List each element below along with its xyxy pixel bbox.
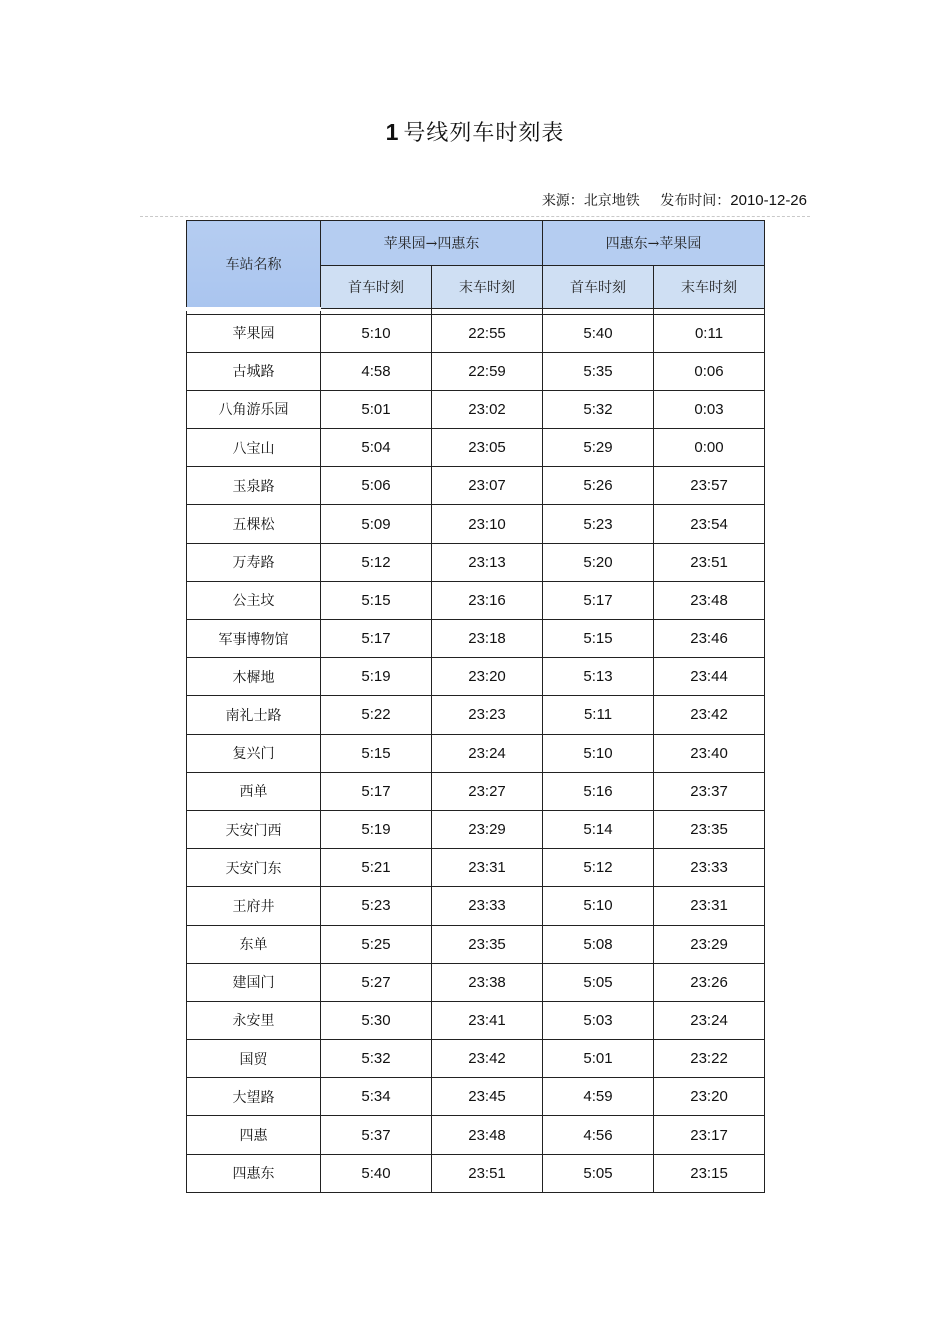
direction-header-eastbound: 四惠东→苹果园: [543, 221, 765, 266]
station-name: 大望路: [187, 1078, 321, 1116]
source-label: 来源：: [541, 193, 584, 209]
first-train-westbound: 5:21: [321, 849, 432, 887]
station-name: 四惠东: [187, 1154, 321, 1192]
station-name: 玉泉路: [187, 467, 321, 505]
first-train-eastbound: 5:10: [543, 887, 654, 925]
first-train-eastbound: 5:14: [543, 810, 654, 848]
last-train-eastbound: 23:26: [654, 963, 765, 1001]
station-name: 八角游乐园: [187, 390, 321, 428]
last-train-eastbound: 23:24: [654, 1001, 765, 1039]
first-train-eastbound: 5:10: [543, 734, 654, 772]
last-train-westbound: 23:05: [432, 429, 543, 467]
first-train-westbound: 5:32: [321, 1040, 432, 1078]
last-train-westbound: 23:41: [432, 1001, 543, 1039]
station-name: 复兴门: [187, 734, 321, 772]
station-name: 八宝山: [187, 429, 321, 467]
last-train-westbound: 23:48: [432, 1116, 543, 1154]
first-train-westbound: 5:10: [321, 314, 432, 352]
first-train-westbound: 5:15: [321, 734, 432, 772]
first-train-westbound: 5:40: [321, 1154, 432, 1192]
first-train-westbound: 5:09: [321, 505, 432, 543]
last-train-eastbound: 23:15: [654, 1154, 765, 1192]
first-train-eastbound: 5:01: [543, 1040, 654, 1078]
last-train-eastbound: 23:22: [654, 1040, 765, 1078]
first-train-westbound: 5:34: [321, 1078, 432, 1116]
first-train-eastbound: 5:08: [543, 925, 654, 963]
last-train-eastbound: 23:17: [654, 1116, 765, 1154]
last-train-westbound: 23:38: [432, 963, 543, 1001]
last-train-eastbound: 23:48: [654, 581, 765, 619]
last-train-eastbound: 0:11: [654, 314, 765, 352]
last-train-westbound: 23:10: [432, 505, 543, 543]
table-row: [187, 810, 765, 848]
table-row: [187, 1001, 765, 1039]
table-row: [187, 925, 765, 963]
station-name: 木樨地: [187, 658, 321, 696]
page-title: [0, 116, 950, 150]
last-train-westbound: 22:59: [432, 352, 543, 390]
last-train-eastbound: 23:54: [654, 505, 765, 543]
last-train-eastbound: 0:06: [654, 352, 765, 390]
first-train-westbound: 5:22: [321, 696, 432, 734]
table-row: [187, 1078, 765, 1116]
last-train-eastbound: 23:57: [654, 467, 765, 505]
first-train-eastbound: 5:23: [543, 505, 654, 543]
last-train-westbound: 23:33: [432, 887, 543, 925]
first-train-eastbound: 5:03: [543, 1001, 654, 1039]
last-train-eastbound: 23:40: [654, 734, 765, 772]
table-row: [187, 734, 765, 772]
first-train-westbound: 5:23: [321, 887, 432, 925]
table-row: [187, 543, 765, 581]
first-train-westbound: 5:12: [321, 543, 432, 581]
table-row: [187, 772, 765, 810]
first-train-eastbound: 5:16: [543, 772, 654, 810]
table-row: [187, 429, 765, 467]
station-name: 苹果园: [187, 314, 321, 352]
first-train-westbound: 5:37: [321, 1116, 432, 1154]
first-train-westbound: 5:01: [321, 390, 432, 428]
station-name: 永安里: [187, 1001, 321, 1039]
last-train-eastbound: 23:33: [654, 849, 765, 887]
first-train-eastbound: 5:40: [543, 314, 654, 352]
first-train-eastbound: 5:29: [543, 429, 654, 467]
station-name: 五棵松: [187, 505, 321, 543]
last-train-westbound: 23:29: [432, 810, 543, 848]
table-row: [187, 887, 765, 925]
station-name: 王府井: [187, 887, 321, 925]
subheader-last-train: 末车时刻: [654, 266, 765, 309]
table-row: [187, 581, 765, 619]
first-train-eastbound: 5:20: [543, 543, 654, 581]
last-train-eastbound: 23:44: [654, 658, 765, 696]
date-value: 2010-12-26: [730, 192, 807, 209]
first-train-westbound: 5:27: [321, 963, 432, 1001]
station-name: 西单: [187, 772, 321, 810]
first-train-eastbound: 5:26: [543, 467, 654, 505]
last-train-eastbound: 23:42: [654, 696, 765, 734]
station-name: 四惠: [187, 1116, 321, 1154]
last-train-eastbound: 23:35: [654, 810, 765, 848]
last-train-westbound: 23:07: [432, 467, 543, 505]
station-name: 天安门东: [187, 849, 321, 887]
first-train-eastbound: 5:11: [543, 696, 654, 734]
first-train-westbound: 5:04: [321, 429, 432, 467]
last-train-westbound: 23:27: [432, 772, 543, 810]
last-train-westbound: 23:42: [432, 1040, 543, 1078]
last-train-westbound: 23:20: [432, 658, 543, 696]
station-name: 东单: [187, 925, 321, 963]
first-train-westbound: 5:19: [321, 810, 432, 848]
title-text: 号线列车时刻表: [403, 121, 565, 146]
station-name: 军事博物馆: [187, 620, 321, 658]
last-train-westbound: 23:18: [432, 620, 543, 658]
table-row: [187, 963, 765, 1001]
station-name: 南礼士路: [187, 696, 321, 734]
source-value: 北京地铁: [583, 193, 640, 209]
station-name: 万寿路: [187, 543, 321, 581]
first-train-eastbound: 5:32: [543, 390, 654, 428]
table-row: [187, 505, 765, 543]
timetable: [186, 220, 765, 1193]
table-row: [187, 390, 765, 428]
station-column-header: 车站名称: [187, 221, 321, 309]
table-row: [187, 1040, 765, 1078]
station-name: 建国门: [187, 963, 321, 1001]
last-train-westbound: 23:45: [432, 1078, 543, 1116]
subheader-last-train: 末车时刻: [432, 266, 543, 309]
first-train-eastbound: 5:15: [543, 620, 654, 658]
publish-meta: [542, 191, 807, 211]
station-name: 古城路: [187, 352, 321, 390]
line-number: 1: [385, 119, 400, 145]
first-train-westbound: 4:58: [321, 352, 432, 390]
table-row: [187, 658, 765, 696]
last-train-eastbound: 23:20: [654, 1078, 765, 1116]
last-train-eastbound: 23:31: [654, 887, 765, 925]
station-name: 国贸: [187, 1040, 321, 1078]
last-train-westbound: 22:55: [432, 314, 543, 352]
last-train-eastbound: 23:29: [654, 925, 765, 963]
table-row: [187, 352, 765, 390]
first-train-westbound: 5:19: [321, 658, 432, 696]
last-train-eastbound: 0:00: [654, 429, 765, 467]
station-name: 公主坟: [187, 581, 321, 619]
first-train-westbound: 5:30: [321, 1001, 432, 1039]
last-train-westbound: 23:16: [432, 581, 543, 619]
table-row: [187, 314, 765, 352]
first-train-westbound: 5:17: [321, 772, 432, 810]
first-train-eastbound: 4:56: [543, 1116, 654, 1154]
last-train-westbound: 23:13: [432, 543, 543, 581]
table-row: [187, 1116, 765, 1154]
last-train-eastbound: 23:51: [654, 543, 765, 581]
timetable-body: [187, 309, 765, 1193]
last-train-westbound: 23:24: [432, 734, 543, 772]
date-label: 发布时间：: [660, 193, 731, 209]
first-train-eastbound: 5:13: [543, 658, 654, 696]
divider: [140, 216, 810, 217]
first-train-westbound: 5:17: [321, 620, 432, 658]
first-train-westbound: 5:15: [321, 581, 432, 619]
last-train-westbound: 23:31: [432, 849, 543, 887]
first-train-eastbound: 5:17: [543, 581, 654, 619]
last-train-westbound: 23:51: [432, 1154, 543, 1192]
first-train-eastbound: 5:12: [543, 849, 654, 887]
table-row: [187, 467, 765, 505]
table-row: [187, 696, 765, 734]
last-train-eastbound: 23:46: [654, 620, 765, 658]
table-row: [187, 849, 765, 887]
last-train-westbound: 23:02: [432, 390, 543, 428]
last-train-eastbound: 23:37: [654, 772, 765, 810]
direction-header-westbound: 苹果园→四惠东: [321, 221, 543, 266]
first-train-eastbound: 5:35: [543, 352, 654, 390]
table-row: [187, 1154, 765, 1192]
first-train-eastbound: 5:05: [543, 1154, 654, 1192]
table-row: [187, 620, 765, 658]
station-name: 天安门西: [187, 810, 321, 848]
subheader-first-train: 首车时刻: [543, 266, 654, 309]
first-train-westbound: 5:25: [321, 925, 432, 963]
first-train-eastbound: 4:59: [543, 1078, 654, 1116]
last-train-westbound: 23:23: [432, 696, 543, 734]
last-train-westbound: 23:35: [432, 925, 543, 963]
last-train-eastbound: 0:03: [654, 390, 765, 428]
subheader-first-train: 首车时刻: [321, 266, 432, 309]
first-train-eastbound: 5:05: [543, 963, 654, 1001]
first-train-westbound: 5:06: [321, 467, 432, 505]
